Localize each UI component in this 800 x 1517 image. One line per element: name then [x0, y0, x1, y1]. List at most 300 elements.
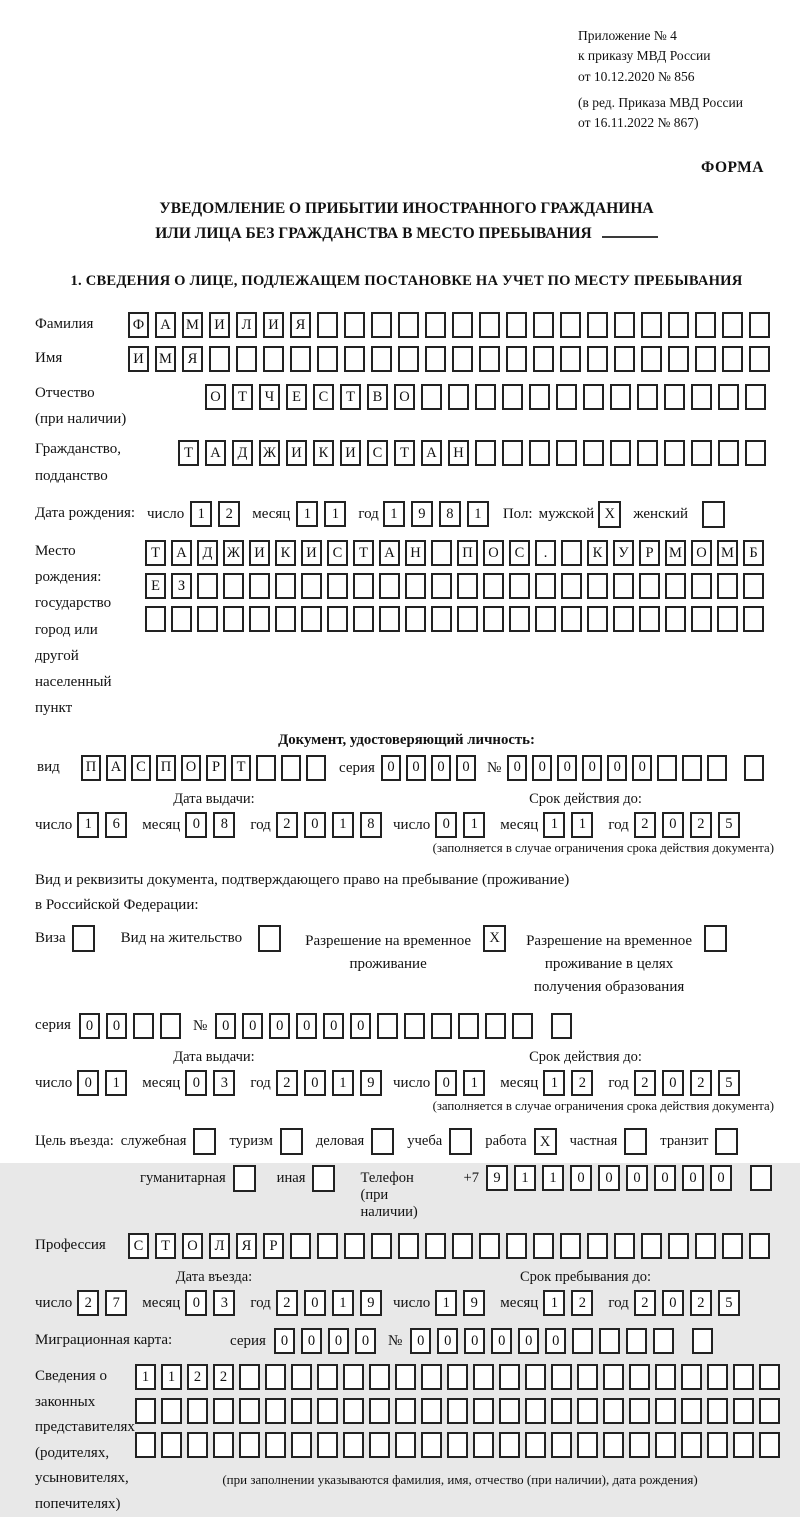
residence-number-cell[interactable]	[458, 1013, 479, 1039]
doc-number-cell[interactable]: 0	[632, 755, 652, 781]
residence-number-cell[interactable]: 0	[269, 1013, 290, 1039]
birth-place-cell[interactable]	[561, 540, 582, 566]
birth-place-cell[interactable]	[301, 573, 322, 599]
birth-place-cell[interactable]: Е	[145, 573, 166, 599]
purpose-transit-checkbox[interactable]	[715, 1128, 738, 1155]
profession-cell[interactable]	[668, 1233, 689, 1259]
phone-digit-cell[interactable]: 0	[654, 1165, 676, 1191]
residence-series-cell[interactable]	[160, 1013, 181, 1039]
residence-expiry-month-cell[interactable]: 1	[543, 1070, 565, 1096]
residence-number-cell[interactable]	[512, 1013, 533, 1039]
entry-year-cell[interactable]: 1	[332, 1290, 354, 1316]
representative-cell[interactable]	[447, 1398, 468, 1424]
given-name-cell[interactable]	[425, 346, 446, 372]
representative-cell[interactable]	[603, 1364, 624, 1390]
birth-year-cell[interactable]: 1	[383, 501, 405, 527]
given-name-cell[interactable]	[290, 346, 311, 372]
birth-place-cell[interactable]	[639, 573, 660, 599]
profession-cell[interactable]: С	[128, 1233, 149, 1259]
birth-place-cell[interactable]	[301, 606, 322, 632]
stay-day-cell[interactable]: 1	[435, 1290, 457, 1316]
issue-day-cell[interactable]: 1	[77, 812, 99, 838]
birth-place-cell[interactable]	[171, 606, 192, 632]
representative-cell[interactable]	[447, 1432, 468, 1458]
residence-permit-checkbox[interactable]	[258, 925, 281, 952]
temporary-residence-checkbox[interactable]	[483, 925, 506, 952]
profession-cell[interactable]	[479, 1233, 500, 1259]
expiry-year-cell[interactable]: 2	[634, 812, 656, 838]
purpose-transit-checkbox[interactable]	[715, 1128, 738, 1155]
residence-expiry-year-cell[interactable]: 0	[662, 1070, 684, 1096]
patronymic-cell[interactable]	[529, 384, 550, 410]
representative-cell[interactable]: 1	[161, 1364, 182, 1390]
profession-cell[interactable]	[587, 1233, 608, 1259]
profession-cell[interactable]	[371, 1233, 392, 1259]
profession-cell[interactable]	[722, 1233, 743, 1259]
given-name-cell[interactable]	[452, 346, 473, 372]
residence-expiry-day-cell[interactable]: 0	[435, 1070, 457, 1096]
doc-type-cell[interactable]: П	[156, 755, 176, 781]
representative-cell[interactable]	[161, 1398, 182, 1424]
citizenship-cell[interactable]	[610, 440, 631, 466]
representative-cell[interactable]: 1	[135, 1364, 156, 1390]
citizenship-cell[interactable]: А	[421, 440, 442, 466]
temporary-residence-education-checkbox[interactable]	[704, 925, 727, 952]
representative-cell[interactable]	[707, 1432, 728, 1458]
representative-cell[interactable]	[551, 1364, 572, 1390]
birth-year-cell[interactable]: 9	[411, 501, 433, 527]
representative-cell[interactable]	[551, 1398, 572, 1424]
profession-cell[interactable]: Т	[155, 1233, 176, 1259]
birth-place-cell[interactable]: И	[301, 540, 322, 566]
surname-cell[interactable]	[371, 312, 392, 338]
migration-number-cell[interactable]	[599, 1328, 620, 1354]
representative-cell[interactable]	[317, 1432, 338, 1458]
citizenship-cell[interactable]: Т	[394, 440, 415, 466]
doc-number-cell[interactable]	[682, 755, 702, 781]
stay-year-cell[interactable]: 2	[690, 1290, 712, 1316]
representative-cell[interactable]	[629, 1432, 650, 1458]
representative-cell[interactable]	[577, 1432, 598, 1458]
migration-number-cell[interactable]	[626, 1328, 647, 1354]
profession-cell[interactable]	[425, 1233, 446, 1259]
citizenship-cell[interactable]: Н	[448, 440, 469, 466]
birth-place-cell[interactable]	[379, 606, 400, 632]
purpose-private-checkbox[interactable]	[624, 1128, 647, 1155]
birth-place-cell[interactable]	[145, 606, 166, 632]
profession-cell[interactable]: Я	[236, 1233, 257, 1259]
birth-place-cell[interactable]	[717, 606, 738, 632]
given-name-cell[interactable]: М	[155, 346, 176, 372]
surname-cell[interactable]	[452, 312, 473, 338]
doc-number-cell[interactable]	[744, 755, 764, 781]
surname-cell[interactable]: Я	[290, 312, 311, 338]
profession-cell[interactable]: Р	[263, 1233, 284, 1259]
birth-place-cell[interactable]	[431, 540, 452, 566]
expiry-month-cell[interactable]: 1	[543, 812, 565, 838]
patronymic-cell[interactable]: Т	[232, 384, 253, 410]
given-name-cell[interactable]: И	[128, 346, 149, 372]
birth-day-cell[interactable]: 2	[218, 501, 240, 527]
issue-year-cell[interactable]: 0	[304, 812, 326, 838]
residence-issue-year-cell[interactable]: 2	[276, 1070, 298, 1096]
entry-day-cell[interactable]: 2	[77, 1290, 99, 1316]
birth-place-cell[interactable]: .	[535, 540, 556, 566]
residence-issue-year-cell[interactable]: 1	[332, 1070, 354, 1096]
representative-cell[interactable]: 2	[187, 1364, 208, 1390]
residence-expiry-day-cell[interactable]: 1	[463, 1070, 485, 1096]
surname-cell[interactable]: И	[209, 312, 230, 338]
representative-cell[interactable]	[395, 1432, 416, 1458]
phone-digit-cell[interactable]	[750, 1165, 772, 1191]
representative-cell[interactable]	[317, 1398, 338, 1424]
entry-month-cell[interactable]: 0	[185, 1290, 207, 1316]
residence-expiry-year-cell[interactable]: 2	[690, 1070, 712, 1096]
representative-cell[interactable]	[135, 1432, 156, 1458]
migration-number-cell[interactable]: 0	[491, 1328, 512, 1354]
profession-cell[interactable]	[560, 1233, 581, 1259]
issue-month-cell[interactable]: 8	[213, 812, 235, 838]
expiry-day-cell[interactable]: 0	[435, 812, 457, 838]
birth-place-cell[interactable]: Д	[197, 540, 218, 566]
residence-series-cell[interactable]: 0	[79, 1013, 100, 1039]
representative-cell[interactable]	[291, 1398, 312, 1424]
stay-year-cell[interactable]: 5	[718, 1290, 740, 1316]
surname-cell[interactable]	[614, 312, 635, 338]
doc-number-cell[interactable]: 0	[557, 755, 577, 781]
birth-place-cell[interactable]	[665, 573, 686, 599]
citizenship-cell[interactable]: С	[367, 440, 388, 466]
sex-male-checkbox[interactable]: X	[598, 501, 621, 528]
expiry-month-cell[interactable]: 1	[571, 812, 593, 838]
representative-cell[interactable]	[681, 1432, 702, 1458]
representative-cell[interactable]	[317, 1364, 338, 1390]
birth-place-cell[interactable]: А	[171, 540, 192, 566]
representative-cell[interactable]	[499, 1364, 520, 1390]
doc-number-cell[interactable]	[707, 755, 727, 781]
birth-place-cell[interactable]	[275, 573, 296, 599]
surname-cell[interactable]: И	[263, 312, 284, 338]
residence-series-cell[interactable]: 0	[106, 1013, 127, 1039]
migration-number-cell[interactable]: 0	[464, 1328, 485, 1354]
doc-number-cell[interactable]: 0	[582, 755, 602, 781]
doc-type-cell[interactable]: А	[106, 755, 126, 781]
surname-cell[interactable]	[317, 312, 338, 338]
representative-cell[interactable]	[655, 1432, 676, 1458]
surname-cell[interactable]	[425, 312, 446, 338]
representative-cell[interactable]	[421, 1398, 442, 1424]
citizenship-cell[interactable]	[745, 440, 766, 466]
birth-place-cell[interactable]: Р	[639, 540, 660, 566]
temporary-residence-checkbox[interactable]: X	[483, 925, 506, 952]
profession-cell[interactable]	[614, 1233, 635, 1259]
doc-type-cell[interactable]: Т	[231, 755, 251, 781]
profession-cell[interactable]	[317, 1233, 338, 1259]
residence-permit-checkbox[interactable]	[258, 925, 281, 952]
surname-cell[interactable]	[695, 312, 716, 338]
representative-cell[interactable]	[655, 1364, 676, 1390]
representative-cell[interactable]	[343, 1432, 364, 1458]
migration-number-cell[interactable]	[572, 1328, 593, 1354]
surname-cell[interactable]: М	[182, 312, 203, 338]
birth-place-cell[interactable]	[379, 573, 400, 599]
issue-year-cell[interactable]: 8	[360, 812, 382, 838]
residence-number-cell[interactable]: 0	[242, 1013, 263, 1039]
purpose-study-checkbox[interactable]	[449, 1128, 472, 1155]
birth-place-cell[interactable]	[405, 573, 426, 599]
doc-type-cell[interactable]: Р	[206, 755, 226, 781]
birth-place-cell[interactable]: Т	[353, 540, 374, 566]
citizenship-cell[interactable]	[475, 440, 496, 466]
entry-year-cell[interactable]: 9	[360, 1290, 382, 1316]
patronymic-cell[interactable]	[502, 384, 523, 410]
given-name-cell[interactable]	[668, 346, 689, 372]
residence-issue-year-cell[interactable]: 0	[304, 1070, 326, 1096]
residence-number-cell[interactable]	[431, 1013, 452, 1039]
representative-cell[interactable]	[551, 1432, 572, 1458]
representative-cell[interactable]	[525, 1364, 546, 1390]
temporary-residence-education-checkbox[interactable]	[704, 925, 727, 952]
representative-cell[interactable]: 2	[213, 1364, 234, 1390]
given-name-cell[interactable]	[722, 346, 743, 372]
migration-series-cell[interactable]: 0	[355, 1328, 376, 1354]
birth-place-cell[interactable]: У	[613, 540, 634, 566]
doc-number-cell[interactable]: 0	[532, 755, 552, 781]
birth-place-cell[interactable]: О	[483, 540, 504, 566]
citizenship-cell[interactable]	[637, 440, 658, 466]
citizenship-cell[interactable]	[583, 440, 604, 466]
birth-place-cell[interactable]: Н	[405, 540, 426, 566]
purpose-tourism-checkbox[interactable]	[280, 1128, 303, 1155]
residence-number-cell[interactable]	[404, 1013, 425, 1039]
purpose-tourism-checkbox[interactable]	[280, 1128, 303, 1155]
birth-place-cell[interactable]: И	[249, 540, 270, 566]
migration-series-cell[interactable]: 0	[274, 1328, 295, 1354]
birth-place-cell[interactable]	[613, 573, 634, 599]
given-name-cell[interactable]	[398, 346, 419, 372]
representative-cell[interactable]	[473, 1398, 494, 1424]
stay-year-cell[interactable]: 0	[662, 1290, 684, 1316]
given-name-cell[interactable]	[263, 346, 284, 372]
purpose-private-checkbox[interactable]	[624, 1128, 647, 1155]
residence-issue-day-cell[interactable]: 1	[105, 1070, 127, 1096]
given-name-cell[interactable]	[533, 346, 554, 372]
birth-place-cell[interactable]: П	[457, 540, 478, 566]
migration-number-cell[interactable]: 0	[518, 1328, 539, 1354]
birth-place-cell[interactable]	[431, 573, 452, 599]
residence-number-cell[interactable]: 0	[323, 1013, 344, 1039]
birth-place-cell[interactable]	[483, 573, 504, 599]
birth-place-cell[interactable]	[353, 573, 374, 599]
patronymic-cell[interactable]	[556, 384, 577, 410]
citizenship-cell[interactable]: А	[205, 440, 226, 466]
stay-month-cell[interactable]: 2	[571, 1290, 593, 1316]
entry-month-cell[interactable]: 3	[213, 1290, 235, 1316]
doc-number-cell[interactable]	[657, 755, 677, 781]
patronymic-cell[interactable]: О	[394, 384, 415, 410]
representative-cell[interactable]	[395, 1364, 416, 1390]
migration-number-cell[interactable]	[653, 1328, 674, 1354]
purpose-official-checkbox[interactable]	[193, 1128, 216, 1155]
doc-series-cell[interactable]: 0	[431, 755, 451, 781]
purpose-work-checkbox[interactable]	[534, 1128, 557, 1155]
birth-place-cell[interactable]: С	[509, 540, 530, 566]
birth-place-cell[interactable]	[691, 606, 712, 632]
birth-place-cell[interactable]	[327, 606, 348, 632]
representative-cell[interactable]	[265, 1364, 286, 1390]
stay-day-cell[interactable]: 9	[463, 1290, 485, 1316]
birth-place-cell[interactable]: Т	[145, 540, 166, 566]
representative-cell[interactable]	[447, 1364, 468, 1390]
residence-expiry-year-cell[interactable]: 5	[718, 1070, 740, 1096]
issue-month-cell[interactable]: 0	[185, 812, 207, 838]
birth-month-cell[interactable]: 1	[296, 501, 318, 527]
given-name-cell[interactable]	[317, 346, 338, 372]
phone-digit-cell[interactable]: 0	[710, 1165, 732, 1191]
given-name-cell[interactable]	[371, 346, 392, 372]
representative-cell[interactable]	[291, 1432, 312, 1458]
doc-series-cell[interactable]: 0	[456, 755, 476, 781]
representative-cell[interactable]	[499, 1398, 520, 1424]
profession-cell[interactable]	[344, 1233, 365, 1259]
representative-cell[interactable]	[473, 1432, 494, 1458]
representative-cell[interactable]	[707, 1398, 728, 1424]
birth-place-cell[interactable]	[743, 573, 764, 599]
citizenship-cell[interactable]	[664, 440, 685, 466]
birth-place-cell[interactable]	[405, 606, 426, 632]
entry-day-cell[interactable]: 7	[105, 1290, 127, 1316]
patronymic-cell[interactable]	[637, 384, 658, 410]
birth-place-cell[interactable]: Ж	[223, 540, 244, 566]
surname-cell[interactable]	[560, 312, 581, 338]
birth-place-cell[interactable]	[587, 606, 608, 632]
doc-type-cell[interactable]	[281, 755, 301, 781]
migration-number-cell[interactable]	[692, 1328, 713, 1354]
issue-year-cell[interactable]: 1	[332, 812, 354, 838]
citizenship-cell[interactable]	[529, 440, 550, 466]
representative-cell[interactable]	[603, 1398, 624, 1424]
entry-year-cell[interactable]: 0	[304, 1290, 326, 1316]
purpose-business-checkbox[interactable]	[371, 1128, 394, 1155]
doc-type-cell[interactable]: О	[181, 755, 201, 781]
patronymic-cell[interactable]	[583, 384, 604, 410]
given-name-cell[interactable]	[749, 346, 770, 372]
birth-place-cell[interactable]: М	[717, 540, 738, 566]
given-name-cell[interactable]	[209, 346, 230, 372]
residence-number-cell[interactable]	[377, 1013, 398, 1039]
purpose-official-checkbox[interactable]	[193, 1128, 216, 1155]
birth-place-cell[interactable]	[197, 573, 218, 599]
residence-series-cell[interactable]	[133, 1013, 154, 1039]
surname-cell[interactable]: Ф	[128, 312, 149, 338]
citizenship-cell[interactable]	[556, 440, 577, 466]
given-name-cell[interactable]: Я	[182, 346, 203, 372]
purpose-study-checkbox[interactable]	[449, 1128, 472, 1155]
birth-place-cell[interactable]	[509, 606, 530, 632]
surname-cell[interactable]: А	[155, 312, 176, 338]
representative-cell[interactable]	[265, 1432, 286, 1458]
representative-cell[interactable]	[161, 1432, 182, 1458]
profession-cell[interactable]: О	[182, 1233, 203, 1259]
surname-cell[interactable]	[587, 312, 608, 338]
birth-place-cell[interactable]	[509, 573, 530, 599]
representative-cell[interactable]	[473, 1364, 494, 1390]
representative-cell[interactable]	[187, 1432, 208, 1458]
patronymic-cell[interactable]: Т	[340, 384, 361, 410]
profession-cell[interactable]	[695, 1233, 716, 1259]
patronymic-cell[interactable]: Е	[286, 384, 307, 410]
profession-cell[interactable]	[290, 1233, 311, 1259]
citizenship-cell[interactable]: Д	[232, 440, 253, 466]
representative-cell[interactable]	[733, 1364, 754, 1390]
profession-cell[interactable]	[452, 1233, 473, 1259]
migration-number-cell[interactable]: 0	[437, 1328, 458, 1354]
birth-place-cell[interactable]	[717, 573, 738, 599]
birth-year-cell[interactable]: 1	[467, 501, 489, 527]
expiry-year-cell[interactable]: 2	[690, 812, 712, 838]
issue-year-cell[interactable]: 2	[276, 812, 298, 838]
representative-cell[interactable]	[525, 1398, 546, 1424]
birth-place-cell[interactable]	[613, 606, 634, 632]
residence-number-cell[interactable]: 0	[350, 1013, 371, 1039]
doc-series-cell[interactable]: 0	[406, 755, 426, 781]
birth-place-cell[interactable]: М	[665, 540, 686, 566]
sex-female-checkbox[interactable]	[702, 501, 725, 528]
representative-cell[interactable]	[239, 1398, 260, 1424]
surname-cell[interactable]	[749, 312, 770, 338]
birth-place-cell[interactable]	[223, 606, 244, 632]
representative-cell[interactable]	[759, 1364, 780, 1390]
birth-place-cell[interactable]	[223, 573, 244, 599]
phone-digit-cell[interactable]: 0	[682, 1165, 704, 1191]
citizenship-cell[interactable]: К	[313, 440, 334, 466]
doc-type-cell[interactable]	[256, 755, 276, 781]
migration-series-cell[interactable]: 0	[301, 1328, 322, 1354]
birth-place-cell[interactable]	[457, 606, 478, 632]
representative-cell[interactable]	[421, 1364, 442, 1390]
citizenship-cell[interactable]: И	[340, 440, 361, 466]
surname-cell[interactable]	[668, 312, 689, 338]
visa-checkbox[interactable]	[72, 925, 95, 952]
representative-cell[interactable]	[759, 1432, 780, 1458]
phone-digit-cell[interactable]: 0	[626, 1165, 648, 1191]
surname-cell[interactable]	[533, 312, 554, 338]
surname-cell[interactable]	[641, 312, 662, 338]
patronymic-cell[interactable]	[421, 384, 442, 410]
entry-year-cell[interactable]: 2	[276, 1290, 298, 1316]
patronymic-cell[interactable]	[745, 384, 766, 410]
citizenship-cell[interactable]	[502, 440, 523, 466]
birth-place-cell[interactable]	[249, 606, 270, 632]
expiry-year-cell[interactable]: 5	[718, 812, 740, 838]
visa-checkbox[interactable]	[72, 925, 95, 952]
representative-cell[interactable]	[239, 1432, 260, 1458]
representative-cell[interactable]	[733, 1398, 754, 1424]
representative-cell[interactable]	[213, 1432, 234, 1458]
citizenship-cell[interactable]	[718, 440, 739, 466]
migration-number-cell[interactable]: 0	[545, 1328, 566, 1354]
patronymic-cell[interactable]: Ч	[259, 384, 280, 410]
residence-issue-month-cell[interactable]: 0	[185, 1070, 207, 1096]
representative-cell[interactable]	[239, 1364, 260, 1390]
citizenship-cell[interactable]: И	[286, 440, 307, 466]
phone-digit-cell[interactable]: 0	[570, 1165, 592, 1191]
birth-place-cell[interactable]	[483, 606, 504, 632]
representative-cell[interactable]	[499, 1432, 520, 1458]
surname-cell[interactable]	[722, 312, 743, 338]
representative-cell[interactable]	[759, 1398, 780, 1424]
sex-female-checkbox[interactable]	[702, 501, 725, 528]
